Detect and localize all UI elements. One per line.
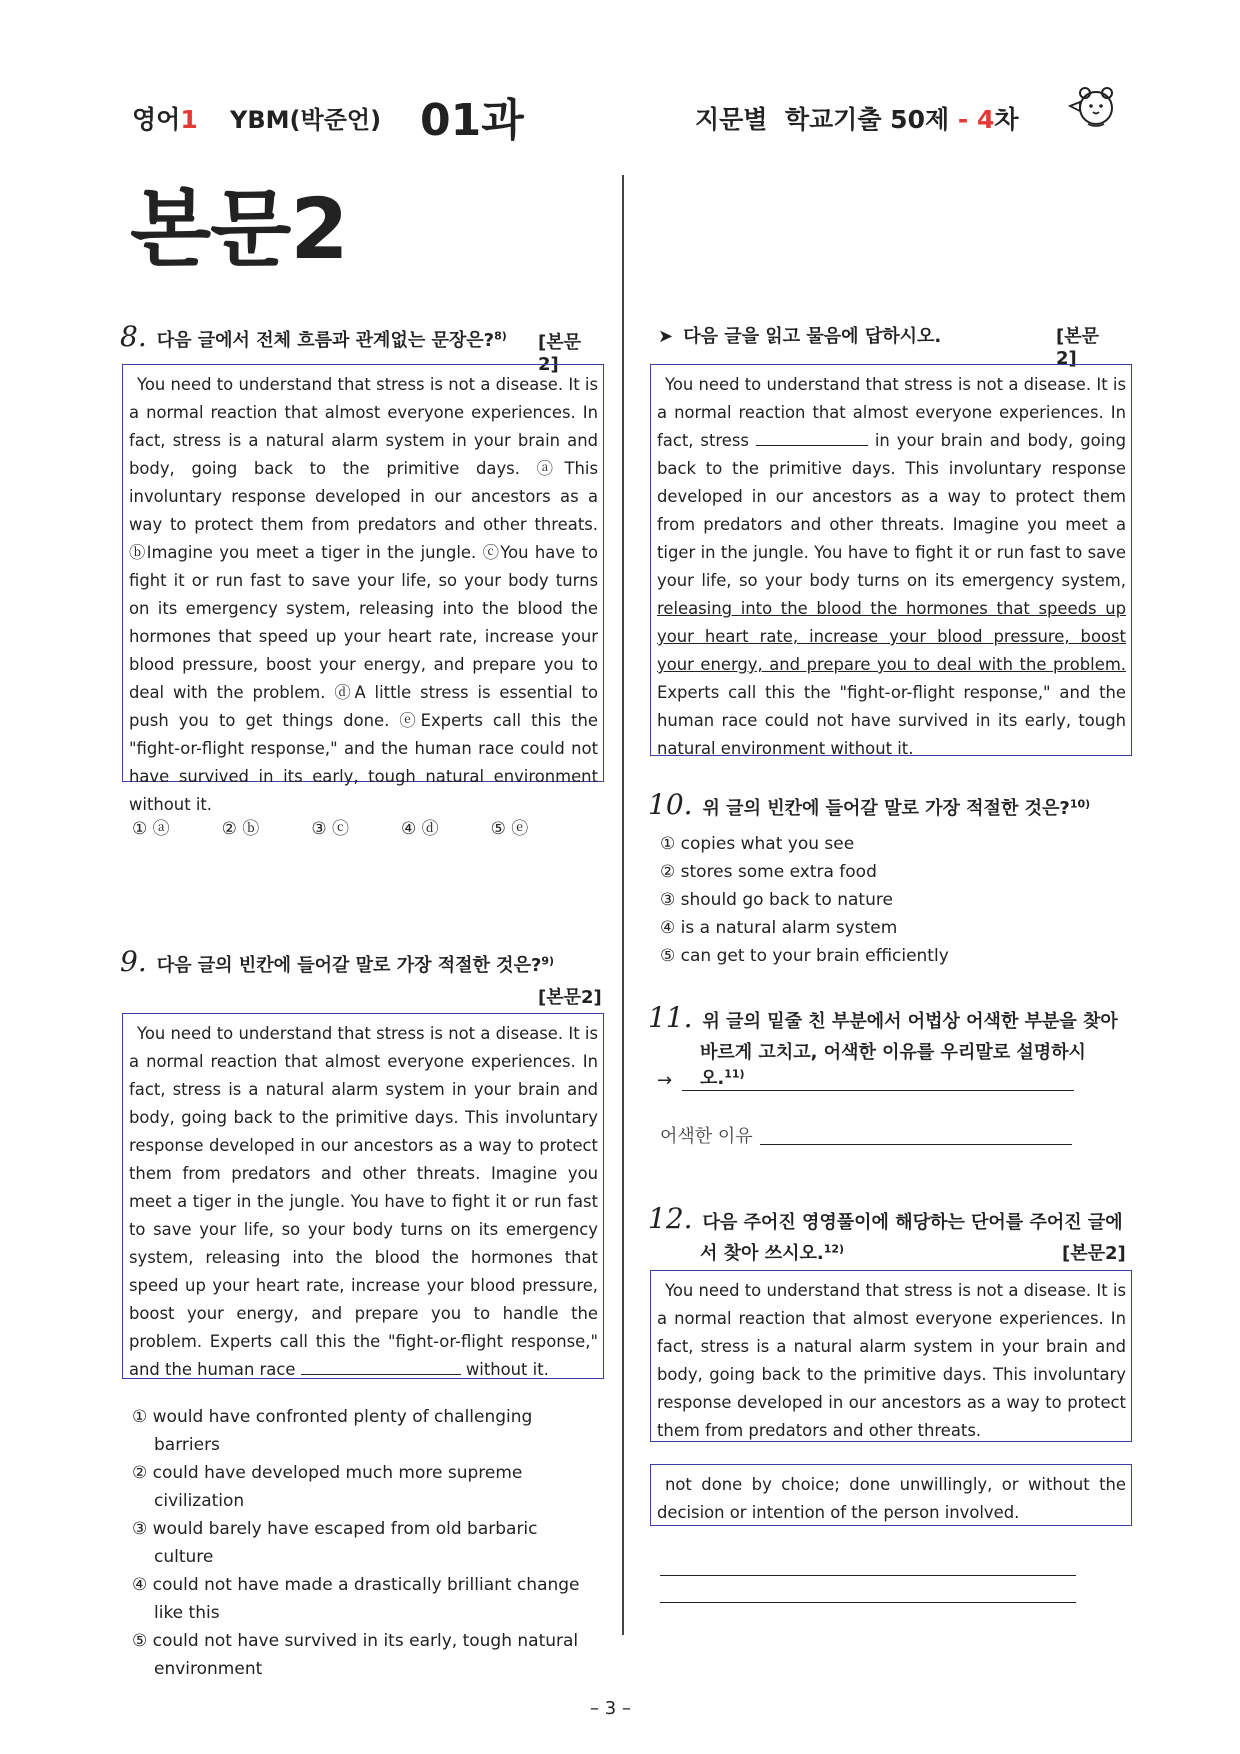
mascot-icon [1066,84,1118,134]
q9-option-2[interactable]: ② could have developed much more supreme civilization [132,1463,523,1511]
q10-options [660,830,1120,970]
q12-passage: You need to understand that stress is not a disease. It is a normal reaction that almost everyone experiences. In fact, stress is a natural alarm system in your brain and body, going back to the primitive days. This involuntary response developed in our ancestors as a way to protect them from predators and other threats. [657,1281,1126,1440]
q10-option-4[interactable]: ④ is a natural alarm system [660,918,898,938]
q10-option-1[interactable]: ① copies what you see [660,834,855,854]
q12-header: 12. 다음 주어진 영영풀이에 해당하는 단어를 주어진 글에 서 찾아 쓰시오.$^{12)}$ [본문2] [648,1202,1126,1264]
q10-blank[interactable] [756,427,868,446]
q11-prompt-2: 바르게 고치고, 어색한 이유를 우리말로 설명하시오. [700,1042,1086,1089]
q12-answer-line-1[interactable] [660,1575,1076,1576]
q8-number: 8. [120,320,147,353]
shared-passage: You need to understand that stress is not a disease. It is a normal reaction that almost everyone experiences. In fact, stress in your brain and body, going back to the primitive days. This involuntary response developed in our ancestors as a way to protect them from predators and other threats. Imagine you meet a tiger in the jungle. You have to fight it or run fast to save your life, so your body turns on its emergency system, releasing into the blood the hormones that speeds up your heart rate, increase your blood pressure, boost your energy, and prepare you to deal with the problem. Experts call this the "fight-or-flight response," and the human race could not have survived in its early, tough natural environment without it. [657,375,1126,758]
q8-choice-3[interactable]: ③ ⓒ [311,819,349,839]
right-intro [658,322,1118,369]
q10-option-2[interactable]: ② stores some extra food [660,862,877,882]
shared-passage-box [650,364,1132,756]
q10-header: 10. 위 글의 빈칸에 들어갈 말로 가장 적절한 것은?$^{10)}$ [648,788,1091,821]
q12-passage-box [650,1270,1132,1442]
q8-prompt: 다음 글에서 전체 흐름과 관계없는 문장은? [156,330,495,351]
q12-definition: not done by choice; done unwillingly, or without the decision or intention of the person involved. [657,1475,1126,1522]
page-number: – 3 – [590,1698,631,1719]
q9-option-5[interactable]: ⑤ could not have survived in its early, tough natural environment [132,1631,579,1679]
q11-arrow: → [657,1070,673,1091]
lesson-label: 01과 [420,95,524,146]
q8-choice-1[interactable]: ① ⓐ [132,819,170,839]
q12-tag: [본문2] [1062,1243,1126,1264]
q9-tag: [본문2] [538,987,602,1008]
q12-answer-line-2[interactable] [660,1602,1076,1603]
q9-option-3[interactable]: ③ would barely have escaped from old barbaric culture [132,1519,538,1567]
underlined-segment: releasing into the blood the hormones that speeds up your heart rate, increase your blood pressure, boost your energy, and prepare you to deal with the problem. [657,599,1126,674]
q12-number: 12. [648,1202,693,1235]
q10-option-5[interactable]: ⑤ can get to your brain efficiently [660,946,949,966]
q9-prompt: 다음 글의 빈칸에 들어갈 말로 가장 적절한 것은? [156,955,542,976]
q8-choice-2[interactable]: ② ⓑ [221,819,260,839]
q8-choice-4[interactable]: ④ ⓓ [400,819,439,839]
q8-passage: You need to understand that stress is not a disease. It is a normal reaction that almost everyone experiences. In fact, stress is a natural alarm system in your brain and body, going back to the primitive days. ⓐThis involuntary response developed in our ancestors as a way to protect them from predators and other threats. ⓑImagine you meet a tiger in the jungle. ⓒYou have to fight it or run fast to save your life, so your body turns on its emergency system, releasing into the blood the hormones that speed up your heart rate, increase your blood pressure, boost your energy, and prepare you to deal with the problem. ⓓA little stress is essential to push you to get things done. ⓔExperts call this the "fight-or-flight response," and the human race could not have survived in its early, tough natural environment without it. [129,375,599,814]
q8-tag: [본문2] [538,332,582,375]
q11-prompt-1: 위 글의 밑줄 친 부분에서 어법상 어색한 부분을 찾아 [702,1011,1118,1032]
q9-options [132,1403,600,1683]
q10-prompt: 위 글의 빈칸에 들어갈 말로 가장 적절한 것은? [702,798,1070,819]
q11-number: 11. [648,1001,693,1034]
q12-prompt-2: 서 찾아 쓰시오. [700,1243,824,1264]
q9-number: 9. [120,945,147,978]
q9-passage-box [122,1013,604,1379]
q10-option-3[interactable]: ③ should go back to nature [660,890,893,910]
q10-number: 10. [648,788,693,821]
q8-choices [132,814,580,839]
subject-label: 영어1 [132,105,198,134]
q9-header: 9. 다음 글의 빈칸에 들어갈 말로 가장 적절한 것은?$^{9)}$ [120,945,555,978]
publisher-label: YBM(박준언) [230,106,382,134]
q9-option-1[interactable]: ① would have confronted plenty of challenging barriers [132,1407,533,1455]
q9-option-4[interactable]: ④ could not have made a drastically brilliant change like this [132,1575,580,1623]
q11-reason-label: 어색한 이유 [660,1126,753,1147]
q9-blank[interactable] [301,1356,461,1375]
q8-choice-5[interactable]: ⑤ ⓔ [490,819,529,839]
q12-definition-box [650,1464,1132,1526]
q12-prompt-1: 다음 주어진 영영풀이에 해당하는 단어를 주어진 글에 [702,1212,1123,1233]
q11-header: 11. 위 글의 밑줄 친 부분에서 어법상 어색한 부분을 찾아 바르게 고치고, 어색한 이유를 우리말로 설명하시오.$^{11)}$ [648,1001,1118,1089]
right-intro-tag: [본문2] [1056,326,1100,369]
column-divider [622,175,624,1635]
arrow-icon: ➤ [658,326,674,347]
series-label: 지문별 학교기출 50제 - 4차 [695,105,1019,134]
q11-answer-line[interactable] [682,1090,1074,1091]
q9-passage: You need to understand that stress is not a disease. It is a normal reaction that almost everyone experiences. In fact, stress is a natural alarm system in your brain and body, going back to the primitive days. This involuntary response developed in our ancestors as a way to protect them from predators and other threats. Imagine you meet a tiger in the jungle. You have to fight it or run fast to save your life, so your body turns on its emergency system, releasing into the blood the hormones that speed up your heart rate, increase your blood pressure, boost your energy, and prepare you to handle the problem. Experts call this the "fight-or-flight response," and the human race without it. [129,1024,598,1379]
right-intro-prompt: 다음 글을 읽고 물음에 답하시오. [683,326,942,347]
q8-passage-box [122,364,604,814]
q11-reason-line[interactable] [760,1144,1072,1145]
q8-header: 8. 다음 글에서 전체 흐름과 관계없는 문장은?$^{8)}$ [본문2] [120,320,600,353]
section-title: 본문2 [130,180,348,278]
